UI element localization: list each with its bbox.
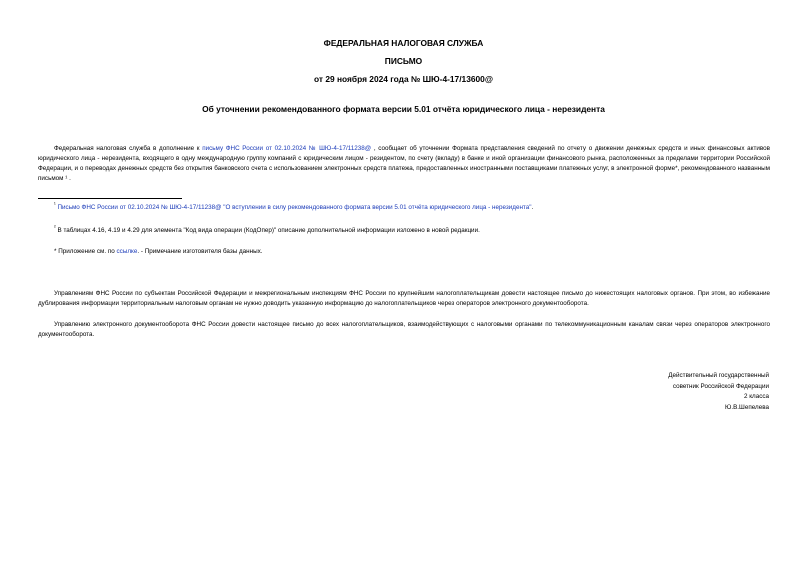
document-type: ПИСЬМО bbox=[384, 56, 423, 66]
signatory-title-line-3: 2 класса bbox=[743, 393, 769, 400]
footnote-2-text: В таблицах 4.16, 4.19 и 4.29 для элемента "Код вида операции (КодОпер)" описание дополнительной информации изложено в новой редакции. bbox=[57, 227, 480, 235]
editor-note-end: . - Примечание изготовителя базы данных. bbox=[137, 248, 263, 255]
paragraph-intro bbox=[38, 144, 770, 184]
agency-name: ФЕДЕРАЛЬНАЯ НАЛОГОВАЯ СЛУЖБА bbox=[323, 38, 484, 48]
footnote-1-marker: ¹ bbox=[54, 202, 56, 208]
footnote-divider bbox=[38, 198, 182, 199]
intro-text-end: , сообщает об уточнении Формата представления сведений по отчету о движении денежных средств и иных финансовых активов юридического лица - нерезидента, входящего в одну международную группу компаний с юридическим лицом - резидентом, по счету (вкладу) в банке и иной организации финансового рынка, расположенных за пределами территории Российской Федерации, и о переводах денежных средств без открытия банковского счета с использованием электронных средств платежа, предоставленных иностранными поставщиками платежных услуг, в электронной форме*, рекомендованного названным письмом ¹ . bbox=[38, 145, 771, 182]
footnote-2 bbox=[54, 225, 480, 234]
document-subject: Об уточнении рекомендованного формата версии 5.01 отчёта юридического лица - нерезидента bbox=[202, 104, 605, 114]
footnote-1-end: . bbox=[531, 204, 534, 212]
footnote-1-link[interactable]: Письмо ФНС России от 02.10.2024 № ШЮ-4-17/11238@ "О вступлении в силу рекомендованного формата версии 5.01 отчёта юридического лица - нерезидента" bbox=[57, 204, 532, 212]
signatory-title-line-2: советник Российской Федерации bbox=[672, 383, 769, 390]
paragraph-instructions-regional: Управлениям ФНС России по субъектам Российской Федерации и межрегиональным инспекциям ФНС России по крупнейшим налогоплательщикам довести настоящее письмо до нижестоящих налоговых органов. При этом, во избежание дублирования информации территориальным налоговым органам не нужно доводить указанную информацию до налогоплательщиков через операторов электронного документооборота. bbox=[38, 290, 770, 307]
footnote-1 bbox=[54, 202, 533, 211]
attachment-link[interactable]: ссылке bbox=[116, 248, 138, 255]
editor-note-start: * Приложение см. по bbox=[54, 248, 117, 255]
reference-letter-link[interactable]: письму ФНС России от 02.10.2024 № ШЮ-4-17/11238@ bbox=[202, 145, 372, 152]
footnote-2-marker: ² bbox=[54, 225, 56, 231]
intro-text-start: Федеральная налоговая служба в дополнение к bbox=[54, 145, 203, 152]
document-date-number: от 29 ноября 2024 года № ШЮ-4-17/13600@ bbox=[313, 74, 493, 84]
paragraph-instructions-edo: Управлению электронного документооборота ФНС России довести настоящее письмо до всех налогоплательщиков, взаимодействующих с налоговыми органами по телекоммуникационным каналам связи через операторов электронного документооборота. bbox=[38, 321, 770, 338]
signatory-name: Ю.В.Шепелева bbox=[725, 404, 769, 411]
editor-note bbox=[54, 248, 263, 255]
signatory-title-line-1: Действительный государственный bbox=[668, 372, 769, 379]
